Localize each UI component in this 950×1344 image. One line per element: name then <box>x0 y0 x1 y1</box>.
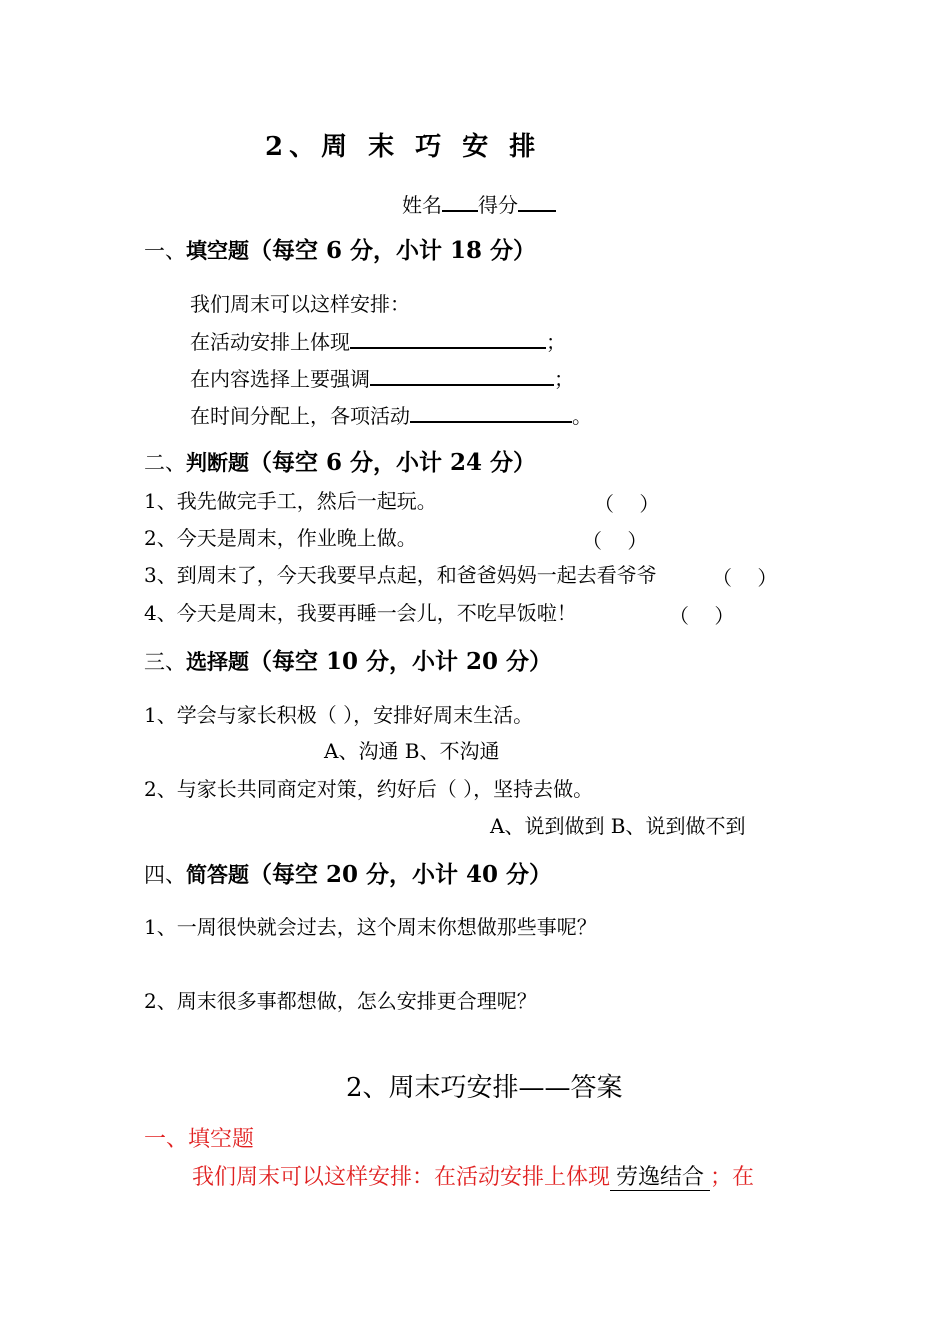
short-answer-question-1: 1、一周很快就会过去，这个周末你想做那些事呢？ <box>144 915 597 939</box>
choice-options-1[interactable]: A、沟通 B、不沟通 <box>324 739 500 763</box>
section1-line-3-text: 在时间分配上，各项活动 <box>190 404 410 428</box>
name-score-line <box>402 190 556 218</box>
section1-line-2 <box>190 364 574 392</box>
section1-name: 填空题 <box>186 238 249 263</box>
section4-number: 四、 <box>144 863 186 887</box>
choice-question-2: 2、与家长共同商定对策，约好后（ ），坚持去做。 <box>144 777 594 801</box>
section2-note: （每空 6 分，小计 24 分） <box>249 449 537 476</box>
judge-answer-paren-3[interactable]: （ ） <box>712 566 778 590</box>
judge-item-4: 4、今天是周末，我要再睡一会儿，不吃早饭啦！ <box>144 601 577 625</box>
section1-number: 一、 <box>144 239 186 263</box>
judge-item-2: 2、今天是周末，作业晚上做。 <box>144 526 417 550</box>
section3-note: （每空 10 分，小计 20 分） <box>249 648 553 675</box>
answer-line-suffix: ；在 <box>710 1165 755 1190</box>
section4-name: 简答题 <box>186 862 249 887</box>
judge-answer-paren-4[interactable]: （ ） <box>669 604 735 628</box>
section2-heading <box>144 450 536 476</box>
section1-line-3 <box>190 401 592 429</box>
section1-intro: 我们周末可以这样安排： <box>190 292 410 316</box>
section3-number: 三、 <box>144 650 186 674</box>
score-label: 得分 <box>478 193 518 217</box>
section3-heading <box>144 649 552 675</box>
answer-line-prefix: 我们周末可以这样安排：在活动安排上体现 <box>192 1165 611 1190</box>
section2-name: 判断题 <box>186 450 249 475</box>
section1-line-3-blank[interactable] <box>410 401 572 423</box>
section4-heading <box>144 862 552 888</box>
choice-question-1: 1、学会与家长积极（ ），安排好周末生活。 <box>144 703 534 727</box>
judge-answer-paren-2[interactable]: （ ） <box>582 529 648 553</box>
score-blank[interactable] <box>518 190 556 212</box>
answer-key-title: 2、周末巧安排——答案 <box>346 1073 623 1103</box>
name-blank[interactable] <box>442 190 478 212</box>
answer-fill-1: 劳逸结合 <box>610 1165 710 1191</box>
section1-line-2-text: 在内容选择上要强调 <box>190 367 370 391</box>
worksheet-title: 2、周 末 巧 安 排 <box>265 132 542 162</box>
name-label: 姓名 <box>402 193 442 217</box>
section4-note: （每空 20 分，小计 40 分） <box>249 861 553 888</box>
section1-line-1 <box>190 327 566 355</box>
section1-heading <box>144 238 536 264</box>
judge-item-1: 1、我先做完手工，然后一起玩。 <box>144 489 437 513</box>
answer-section1-line <box>192 1165 754 1191</box>
section1-note: （每空 6 分，小计 18 分） <box>249 237 537 264</box>
section2-number: 二、 <box>144 451 186 475</box>
section1-line-1-end: ； <box>546 330 566 354</box>
answer-section1-label: 一、填空题 <box>144 1127 255 1152</box>
section1-line-2-end: ； <box>554 367 574 391</box>
choice-options-2[interactable]: A、说到做到 B、说到做不到 <box>490 814 746 838</box>
section1-line-1-text: 在活动安排上体现 <box>190 330 350 354</box>
section1-line-3-end: 。 <box>572 404 592 428</box>
judge-item-3: 3、到周末了，今天我要早点起，和爸爸妈妈一起去看爷爷 <box>144 563 657 587</box>
short-answer-question-2: 2、周末很多事都想做，怎么安排更合理呢？ <box>144 989 537 1013</box>
section1-line-2-blank[interactable] <box>370 364 554 386</box>
judge-answer-paren-1[interactable]: （ ） <box>594 492 660 516</box>
section3-name: 选择题 <box>186 649 249 674</box>
section1-line-1-blank[interactable] <box>350 327 546 349</box>
